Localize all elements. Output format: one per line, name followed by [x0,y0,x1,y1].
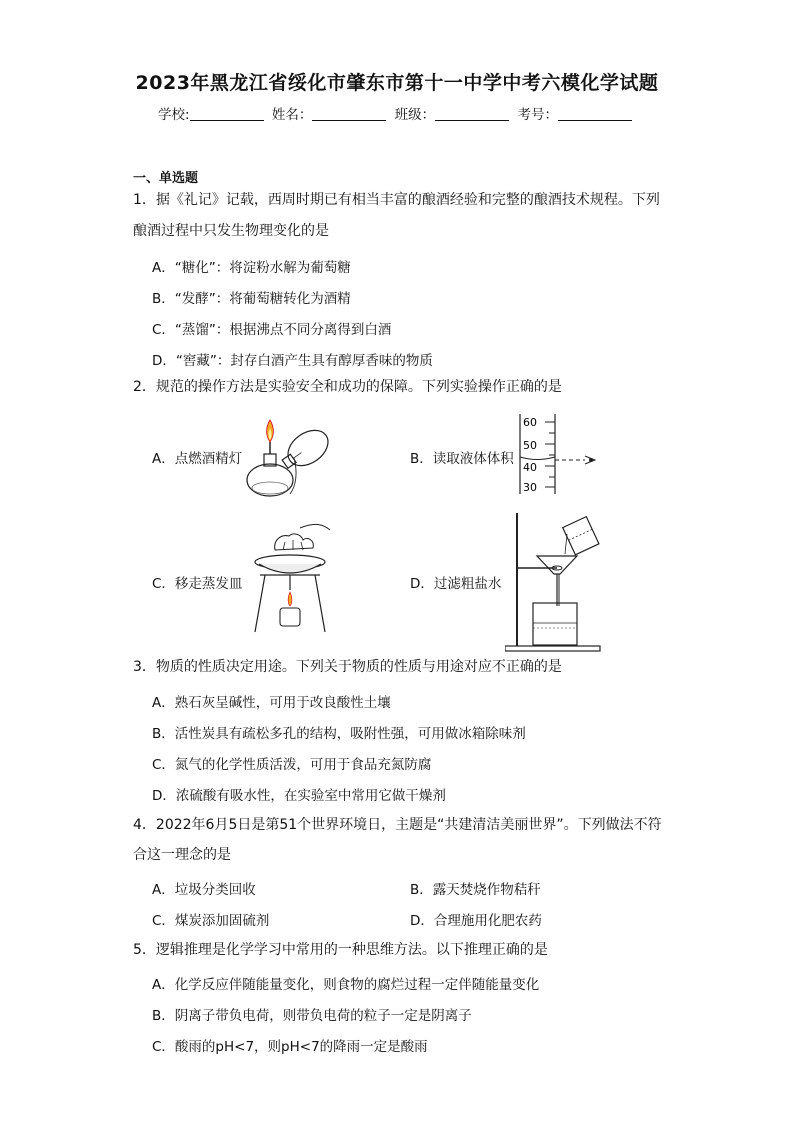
q4-option-a: A．垃圾分类回收 [152,882,256,898]
q3-option-b: B．活性炭具有疏松多孔的结构，吸附性强，可用做冰箱除味剂 [152,726,526,742]
class-label: 班级： [394,107,436,123]
q1-option-d: D．“窖藏”：封存白酒产生具有醇厚香味的物质 [152,353,433,369]
q2-option-c: C．移走蒸发皿 [152,576,243,592]
q4-option-d: D．合理施用化肥农药 [410,913,542,929]
q3-option-d: D．浓硫酸有吸水性，在实验室中常用它做干燥剂 [152,788,446,804]
q1-option-b: B．“发酵”：将葡萄糖转化为酒精 [152,291,351,307]
tick-40: 40 [523,461,537,474]
question-1-line1: 1．据《礼记》记载，西周时期已有相当丰富的酿酒经验和完整的酿酒技术规程。下列 [133,192,660,208]
tick-60: 60 [523,416,537,429]
school-label: 学校: [158,107,190,123]
q2-option-d: D．过滤粗盐水 [410,576,502,592]
evaporating-dish-image [245,520,345,638]
tick-50: 50 [523,439,537,452]
graduated-cylinder-image [515,412,605,497]
exam-no-blank[interactable] [558,106,632,121]
q3-option-c: C．氮气的化学性质活泼，可用于食品充氮防腐 [152,757,432,773]
name-label: 姓名： [271,107,313,123]
q3-option-a: A．熟石灰呈碱性，可用于改良酸性土壤 [152,695,391,711]
question-2-line1: 2．规范的操作方法是实验安全和成功的保障。下列实验操作正确的是 [133,379,562,395]
section-heading: 一、单选题 [133,171,199,186]
question-1-line2: 酿酒过程中只发生物理变化的是 [133,223,329,239]
q4-option-c: C．煤炭添加固硫剂 [152,913,270,929]
filtration-image [505,508,610,654]
q5-option-b: B．阴离子带负电荷，则带负电荷的粒子一定是阴离子 [152,1008,472,1024]
q1-option-a: A．“糖化”：将淀粉水解为葡萄糖 [152,260,351,276]
question-4-line2: 合这一理念的是 [133,847,231,863]
class-blank[interactable] [435,106,509,121]
exam-no-label: 考号： [517,107,558,123]
q2-option-b: B．读取液体体积 [410,451,514,467]
exam-title: 2023年黑龙江省绥化市肇东市第十一中学中考六模化学试题 [135,72,659,94]
q2-option-a: A．点燃酒精灯 [152,451,243,467]
q5-option-a: A．化学反应伴随能量变化，则食物的腐烂过程一定伴随能量变化 [152,977,540,993]
q1-option-c: C．“蒸馏”：根据沸点不同分离得到白酒 [152,322,392,338]
alcohol-lamp-image [238,408,368,503]
name-blank[interactable] [312,106,386,121]
q5-option-c: C．酸雨的pH<7，则pH<7的降雨一定是酸雨 [152,1039,428,1055]
question-5-line1: 5．逻辑推理是化学学习中常用的一种思维方法。以下推理正确的是 [133,942,548,958]
question-3-line1: 3．物质的性质决定用途。下列关于物质的性质与用途对应不正确的是 [133,659,562,675]
tick-30: 30 [523,481,537,494]
student-info-line [0,103,794,123]
question-4-line1: 4．2022年6月5日是第51个世界环境日，主题是“共建清洁美丽世界”。下列做法不符 [133,817,662,833]
school-blank[interactable] [190,106,264,121]
q4-option-b: B．露天焚烧作物秸秆 [410,882,541,898]
